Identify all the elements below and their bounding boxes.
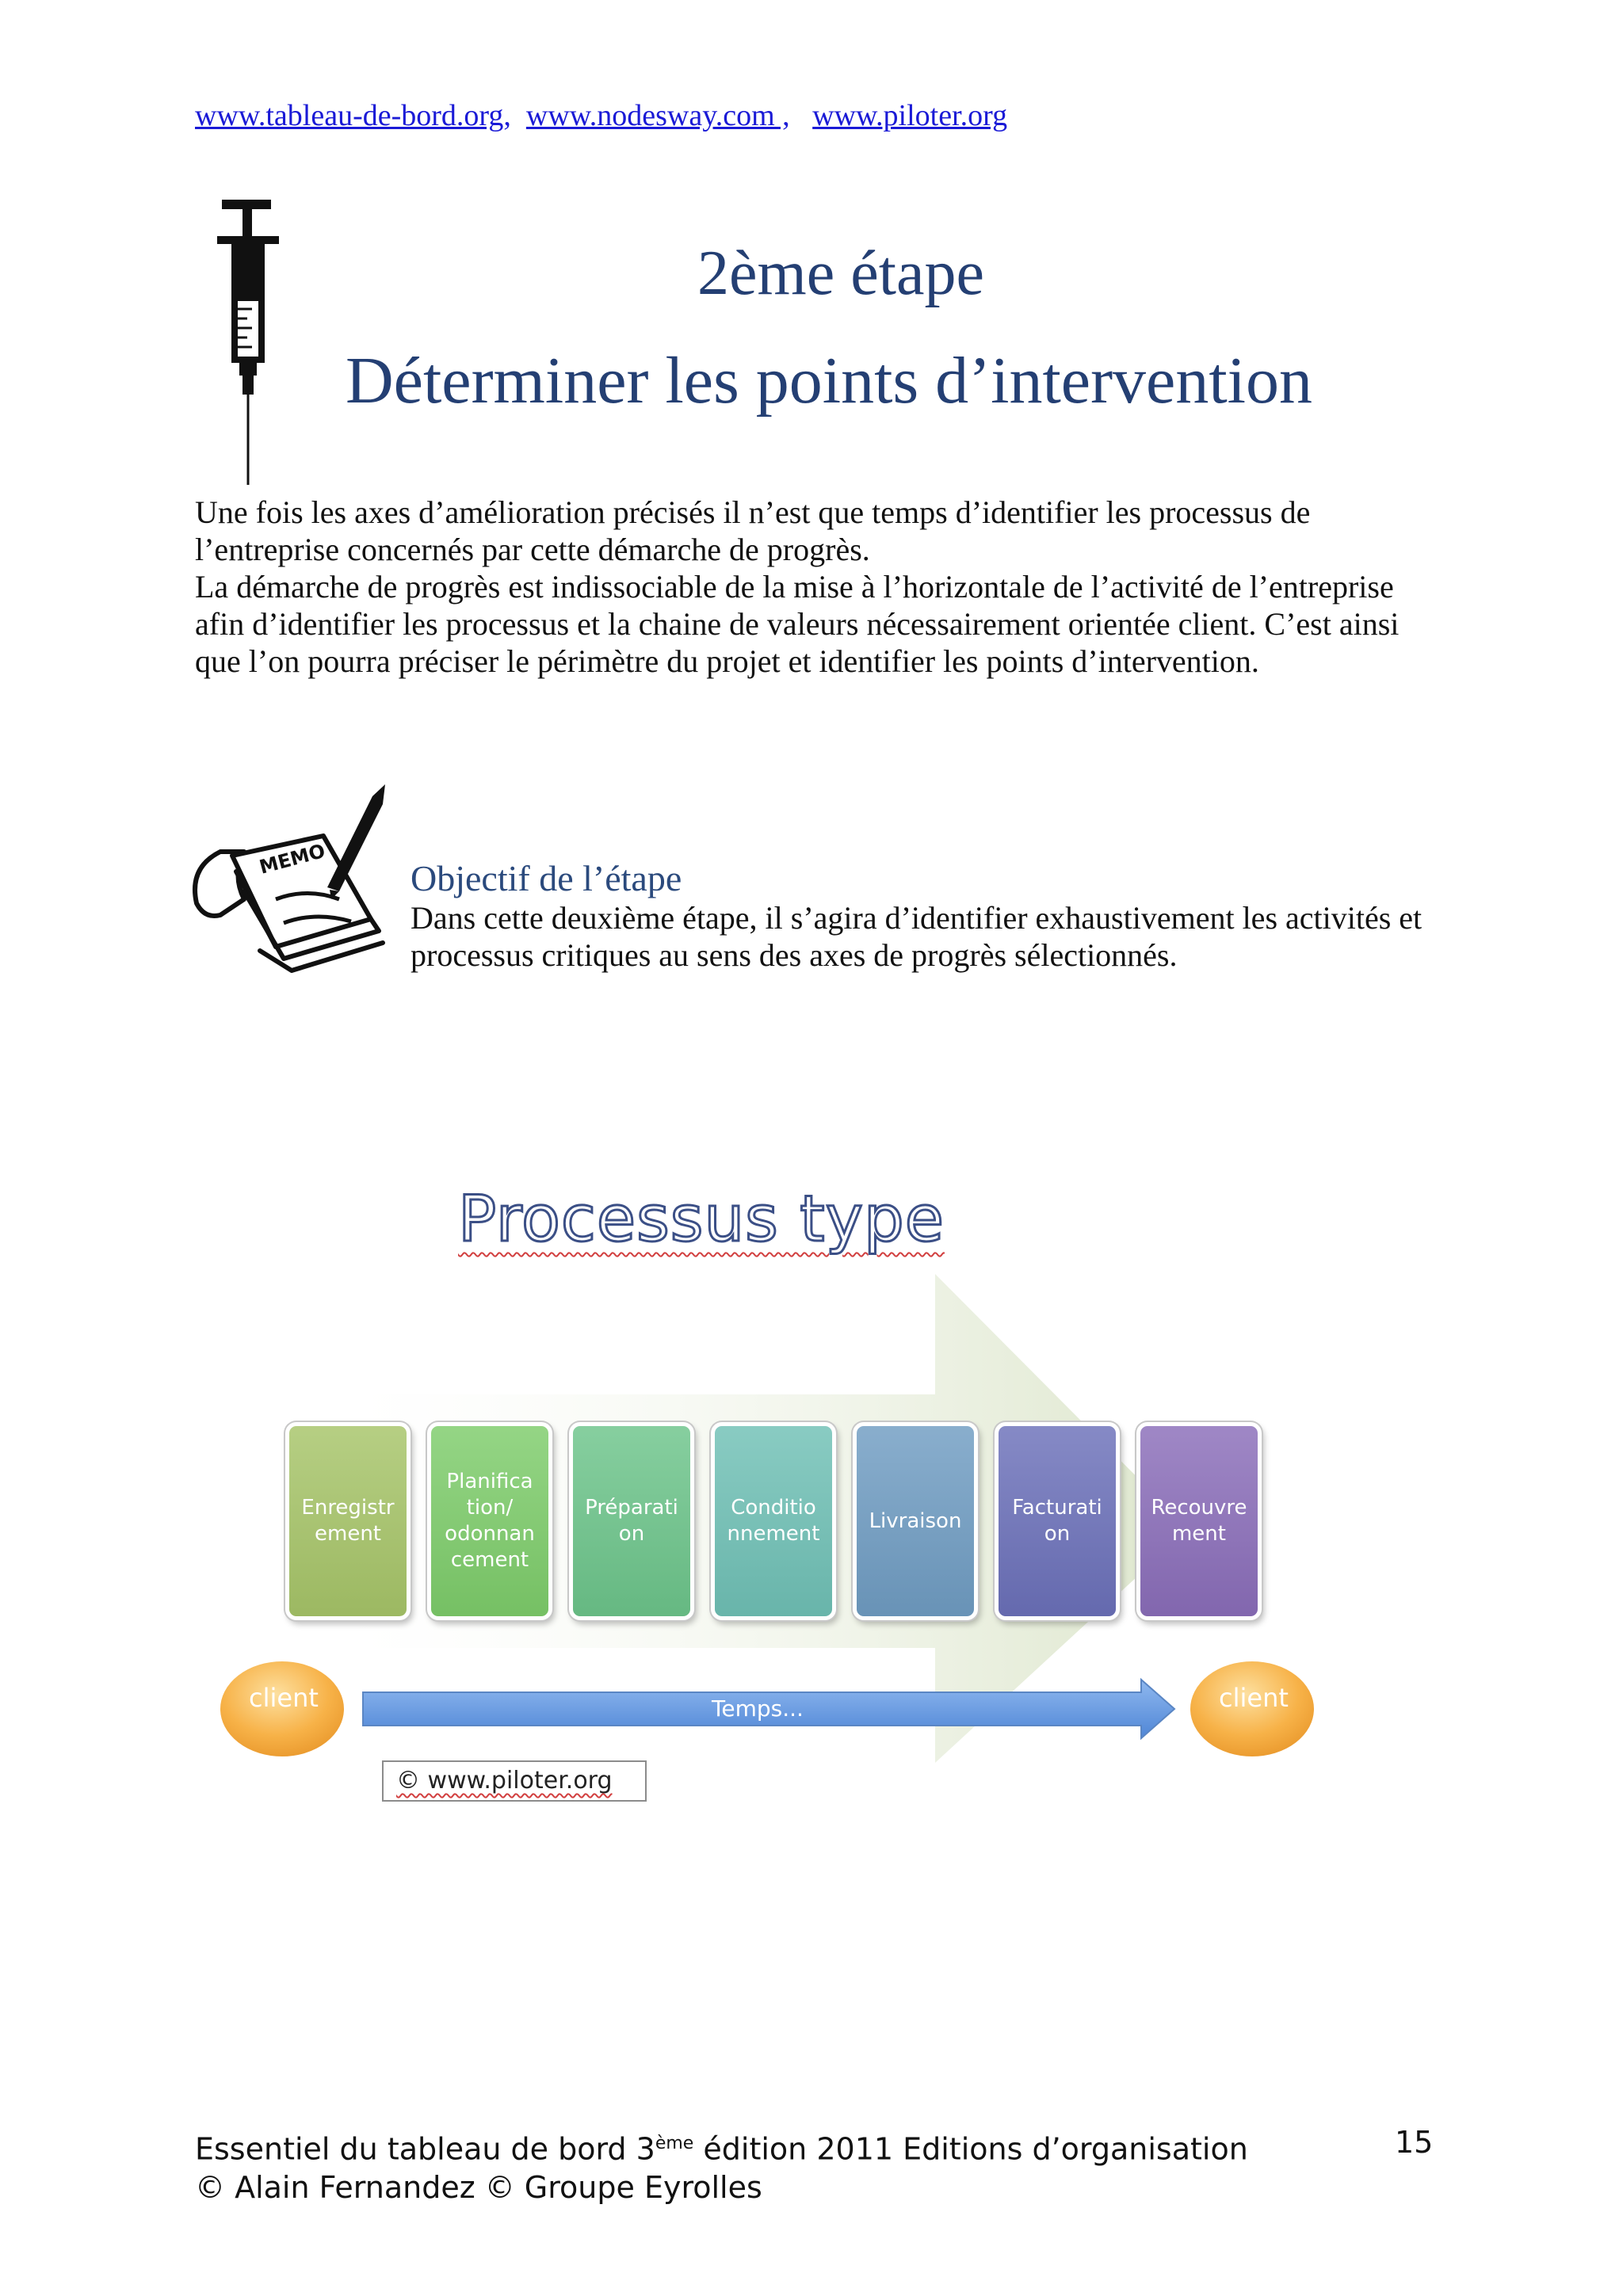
- page-number: 15: [1395, 2125, 1434, 2160]
- memo-lettering: MEMO: [257, 839, 328, 879]
- link-nodesway[interactable]: www.nodesway.com ,: [525, 99, 790, 132]
- process-step-box: [711, 1422, 836, 1620]
- process-step-label: Planifica tion/ odonnan cement: [445, 1470, 535, 1572]
- process-step-box: [853, 1422, 978, 1620]
- client-left-label: client: [249, 1683, 319, 1713]
- intro-line-1: Une fois les axes d’amélioration précisés il n’est que temps d’identifier les processus de l’entreprise concernés par cette démarche de progrès.: [195, 494, 1311, 567]
- process-step-label: Enregistr ement: [301, 1496, 395, 1546]
- objective-text: Dans cette deuxième étape, il s’agira d’identifier exhaustivement les activités et processus critiques au sens des axes de progrès sélectionnés.: [411, 900, 1423, 973]
- process-step-label: Conditio nnement: [727, 1496, 820, 1546]
- intro-line-2: La démarche de progrès est indissociable de la mise à l’horizontale de l’activité de l’entreprise afin d’identifier les processus et la chaine de valeurs nécessairement orientée client. C’est ainsi que l’on pourra préciser le périmètre du projet et identifier les points d’intervention.: [195, 569, 1400, 679]
- process-step-label: Livraison: [869, 1508, 962, 1533]
- step-title: 2ème étape: [697, 238, 984, 308]
- process-step-box: [285, 1422, 411, 1620]
- process-step-label: Recouvre ment: [1151, 1496, 1247, 1546]
- link-separator: ,: [503, 99, 511, 132]
- footer-line-1-after: édition 2011 Editions d’organisation: [693, 2131, 1248, 2167]
- diagram-copyright: [382, 1760, 647, 1802]
- diagram-title: Processus type: [458, 1182, 945, 1256]
- process-step-box: [427, 1422, 552, 1620]
- page-footer: [195, 2125, 1248, 2206]
- footer-line-2: © Alain Fernandez © Groupe Eyrolles: [195, 2169, 762, 2205]
- client-right-label: client: [1219, 1683, 1289, 1713]
- process-step-label: Facturati on: [1012, 1496, 1102, 1546]
- diagram-copyright-text: © www.piloter.org: [396, 1767, 613, 1794]
- footer-line-1: [195, 2125, 1248, 2168]
- objective-heading: Objectif de l’étape: [411, 858, 682, 898]
- link-piloter[interactable]: www.piloter.org: [812, 99, 1008, 132]
- process-step-label: Préparati on: [585, 1496, 678, 1546]
- process-step-box: [1136, 1422, 1262, 1620]
- page-title: Déterminer les points d’intervention: [346, 344, 1313, 418]
- footer-line-1-sup: ème: [655, 2134, 694, 2153]
- process-step-box: [569, 1422, 694, 1620]
- link-tableau-de-bord[interactable]: www.tableau-de-bord.org: [195, 99, 504, 132]
- timeline-label: Temps...: [712, 1695, 804, 1722]
- process-step-box: [995, 1422, 1120, 1620]
- footer-line-1-before: Essentiel du tableau de bord 3: [195, 2131, 655, 2167]
